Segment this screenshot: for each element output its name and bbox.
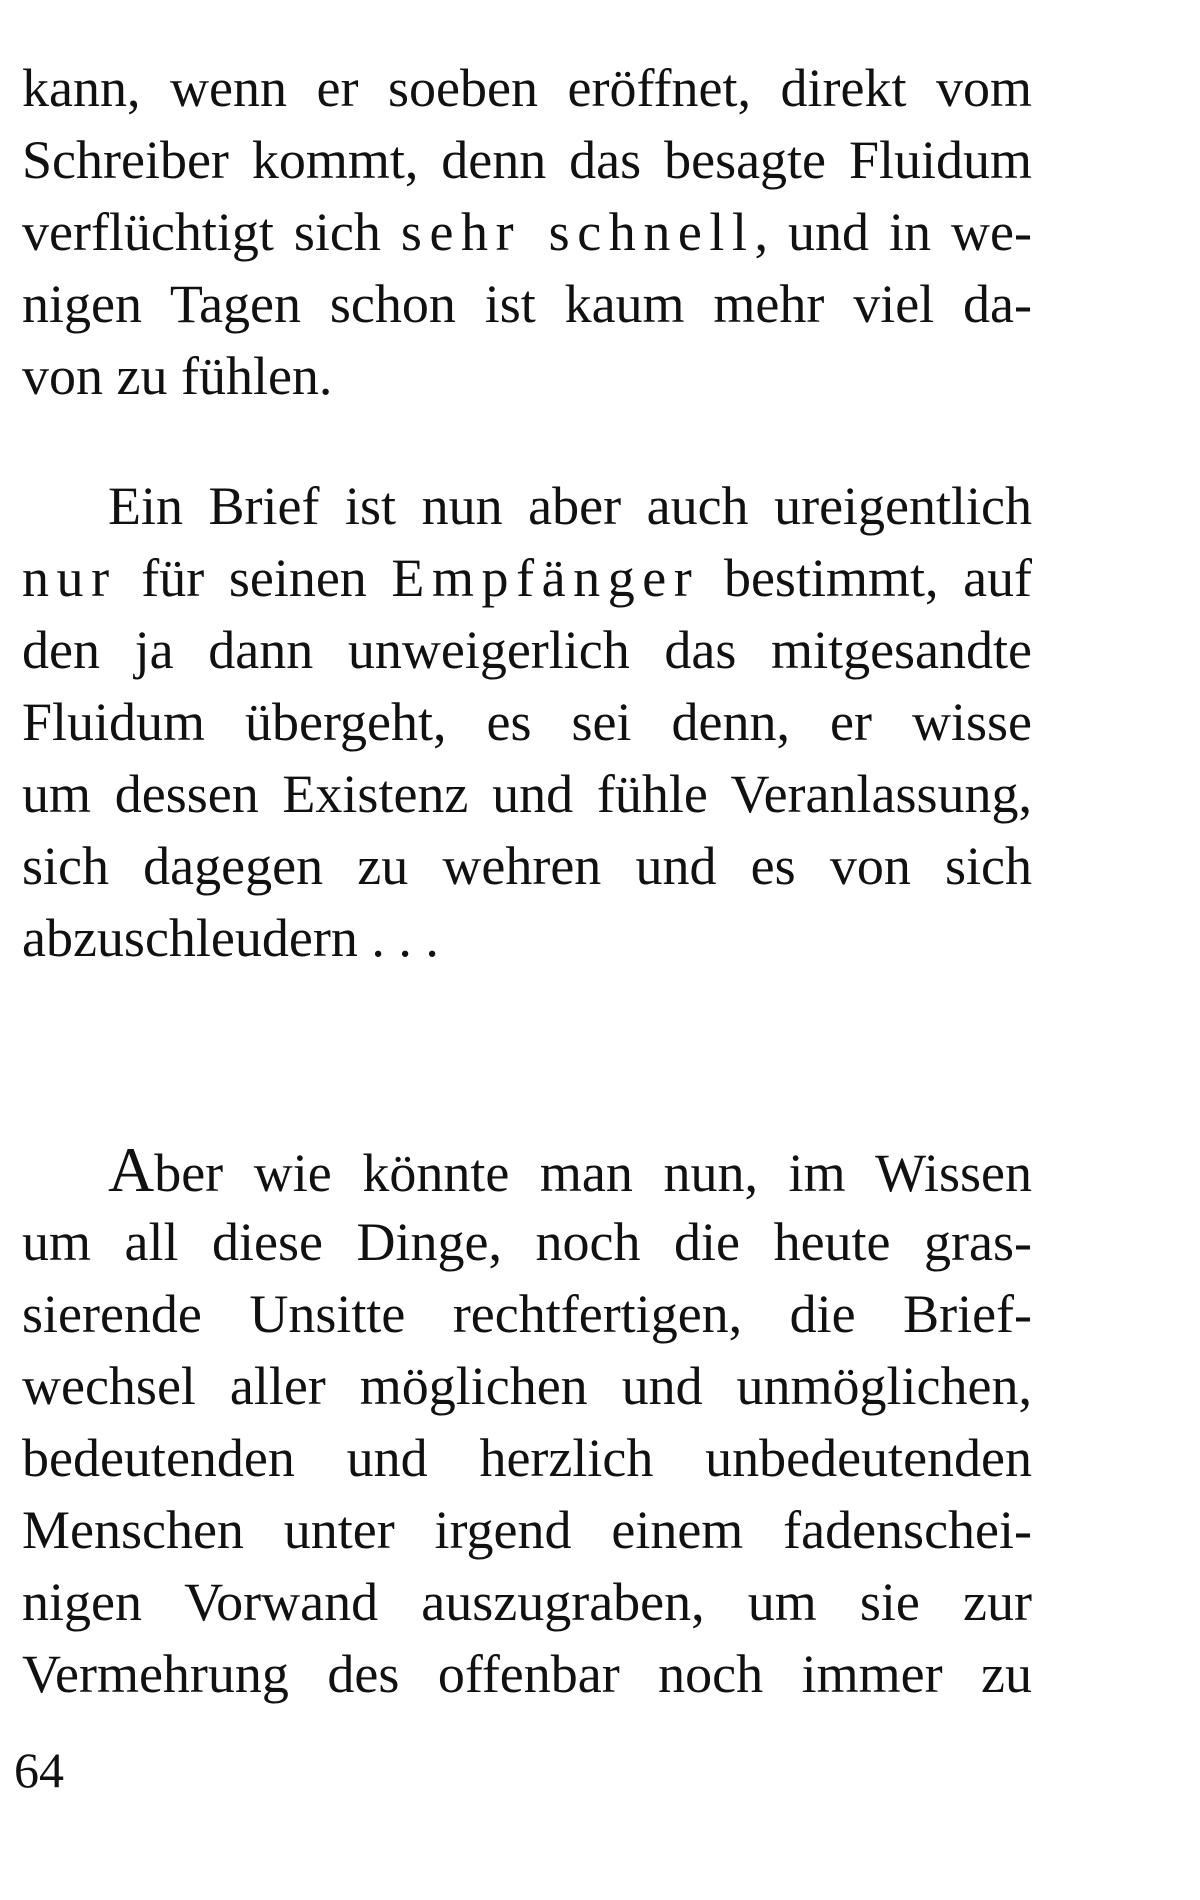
text-line (22, 196, 1032, 268)
text-line: Ein Brief ist nun aber auch ureigentlich (108, 476, 1032, 536)
text-segment: verflüchtigt sich (22, 202, 381, 262)
paragraph-2 (22, 470, 1032, 974)
paragraph-1 (22, 52, 1032, 412)
text-line: den ja dann unweigerlich das mitgesandte (22, 620, 1032, 680)
text-line: Menschen unter irgend einem fadenschei- (22, 1500, 1032, 1560)
page-number: 64 (14, 1742, 64, 1798)
paragraph-3 (22, 1134, 1032, 1710)
text-line: um dessen Existenz und fühle Veranlassung, (22, 764, 1032, 824)
text-line: nigen Tagen schon ist kaum mehr viel da- (22, 274, 1032, 334)
text-line: bedeutenden und herzlich unbedeutenden (22, 1428, 1032, 1488)
text-line: abzuschleudern . . . (22, 908, 439, 968)
text-segment: bestimmt, auf (723, 548, 1033, 608)
text-line: kann, wenn er soeben eröffnet, direkt vom (22, 58, 1032, 118)
text-line: sich dagegen zu wehren und es von sich (22, 836, 1032, 896)
text-line: um all diese Dinge, noch die heute gras- (22, 1212, 1032, 1272)
text-line: Schreiber kommt, denn das besagte Fluidum (22, 130, 1032, 190)
text-line: wechsel aller möglichen und unmöglichen, (22, 1356, 1032, 1416)
text-line (22, 1134, 1032, 1206)
text-segment: , und in we- (754, 202, 1032, 262)
emphasized-text: Empfänger (391, 548, 700, 608)
text-line: Fluidum übergeht, es sei denn, er wisse (22, 692, 1032, 752)
text-segment: für seinen (141, 548, 367, 608)
emphasized-text: nur (22, 548, 117, 608)
emphasized-text: sehr schnell (400, 202, 755, 262)
initial-letter: A (108, 1134, 155, 1205)
text-line: nigen Vorwand auszugraben, um sie zur (22, 1572, 1032, 1632)
text-line: Vermehrung des offenbar noch immer zu (22, 1644, 1032, 1704)
text-line: von zu fühlen. (22, 346, 333, 406)
text-line (22, 542, 1032, 614)
text-segment: ber wie könnte man nun, im Wissen (154, 1143, 1032, 1203)
text-line: sierende Unsitte rechtfertigen, die Brief- (22, 1284, 1032, 1344)
